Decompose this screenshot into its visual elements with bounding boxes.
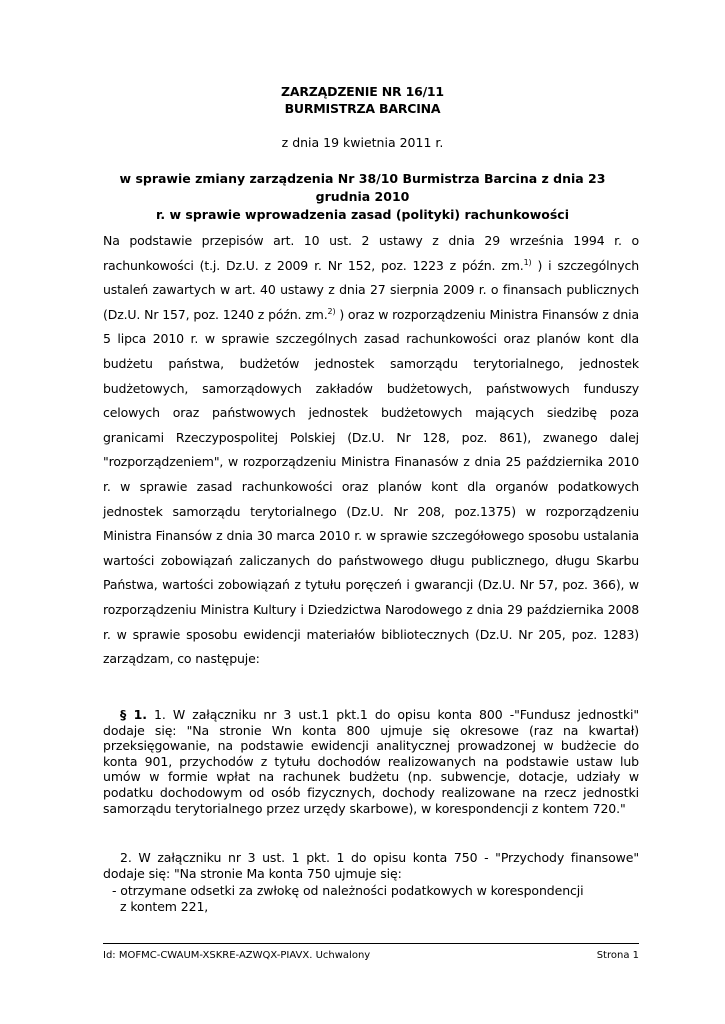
item-1-text: 1. W załączniku nr 3 ust.1 pkt.1 do opisu konta 800 -"Fundusz jednostki" dodaje się: "Na stronie Wn konta 800 ujmuje się okresowe (raz na kwartał) przeksięgowanie, na podstawie ewidencji analitycznej prowadzonej w budżecie do konta 901, przychodów z tytułu dochodów realizowanych na podstawie ustaw lub umów w formie wpłat na rachunek budżetu (np. subwencje, dotacje, udziały w podatku dochodowym od osób fizycznych, dochody realizowane na rzecz jednostki samorządu terytorialnego przez urzędy skarbowe), w korespondencji z kontem 720."	[103, 707, 639, 816]
bullet-line1: - otrzymane odsetki za zwłokę od należności podatkowych w korespondencji	[112, 883, 584, 898]
footnote-ref-2: 2)	[327, 306, 336, 316]
document-title-line2: BURMISTRZA BARCINA	[284, 101, 441, 116]
section-marker: § 1.	[120, 707, 147, 722]
footer-page-number: Strona 1	[596, 950, 639, 961]
footer-divider	[103, 943, 639, 944]
subject-line1: w sprawie zmiany zarządzenia Nr 38/10 Burmistrza Barcina z dnia 23 grudnia 2010	[119, 171, 606, 204]
section-1-item-1	[103, 707, 639, 816]
section-1-item-2	[103, 850, 639, 881]
bullet-line2: z kontem 221,	[120, 898, 209, 914]
document-date: z dnia 19 kwietnia 2011 r.	[281, 135, 444, 150]
bullet-item	[112, 883, 639, 914]
preamble-part3: ) oraz w rozporządzeniu Ministra Finansów z dnia 5 lipca 2010 r. w sprawie szczególnych zasad rachunkowości oraz planów kont dla budżetu państwa, budżetów jednostek samorządu terytorialnego, jednostek budżetowych, samorządowych zakładów budżetowych, państwowych funduszy celowych oraz państwowych jednostek budżetowych mających siedzibę poza granicami Rzeczypospolitej Polskiej (Dz.U. Nr 128, poz. 861), zwanego dalej "rozporządzeniem", w rozporządzeniu Ministra Finanasów z dnia 25 października 2010 r. w sprawie zasad rachunkowości oraz planów kont dla organów podatkowych jednostek samorządu terytorialnego (Dz.U. Nr 208, poz.1375) w rozporządzeniu Ministra Finansów z dnia 30 marca 2010 r. w sprawie szczegółowego sposobu ustalania wartości zobowiązań zaliczanych do państwowego długu publicznego, długu Skarbu Państwa, wartości zobowiązań z tytułu poręczeń i gwarancji (Dz.U. Nr 57, poz. 366), w rozporządzeniu Ministra Kultury i Dziedzictwa Narodowego z dnia 29 października 2008 r. w sprawie sposobu ewidencji materiałów bibliotecznych (Dz.U. Nr 205, poz. 1283) zarządzam, co następuje:	[103, 306, 639, 667]
preamble-part1: Na podstawie przepisów art. 10 ust. 2 ustawy z dnia 29 września 1994 r. o rachunkowości (t.j. Dz.U. z 2009 r. Nr 152, poz. 1223 z późn. zm.	[103, 233, 639, 273]
preamble-part2: ) i szczególnych ustaleń zawartych w art. 40 ustawy z dnia 27 sierpnia 2009 r. o finansach publicznych (Dz.U. Nr 157, poz. 1240 z późn. zm.	[103, 257, 640, 322]
footnote-ref-1: 1)	[523, 257, 532, 267]
document-title-line1: ZARZĄDZENIE NR 16/11	[281, 84, 444, 99]
footer-document-id: Id: MOFMC-CWAUM-XSKRE-AZWQX-PIAVX. Uchwalony	[103, 950, 371, 961]
subject-line2: r. w sprawie wprowadzenia zasad (polityki) rachunkowości	[156, 207, 569, 222]
document-subject	[100, 170, 625, 224]
legal-basis-preamble	[103, 229, 639, 672]
item-2-text: 2. W załączniku nr 3 ust. 1 pkt. 1 do opisu konta 750 - "Przychody finansowe" dodaje się: "Na stronie Ma konta 750 ujmuje się:	[103, 850, 639, 881]
